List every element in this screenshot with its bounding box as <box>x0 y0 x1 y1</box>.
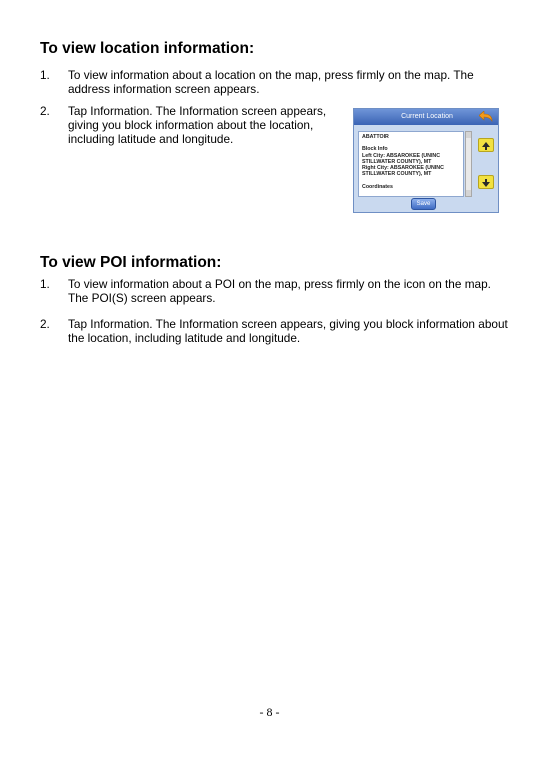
section-heading-poi: To view POI information: <box>40 254 222 271</box>
location-info-box <box>358 131 464 197</box>
info-line: STILLWATER COUNTY), MT <box>362 158 432 165</box>
current-location-screenshot <box>353 108 499 213</box>
info-line: STILLWATER COUNTY), MT <box>362 171 432 178</box>
save-button: Save <box>411 198 436 210</box>
down-arrow-icon <box>478 175 494 189</box>
item-number: 1. <box>40 277 50 291</box>
info-line: Left City: ABSAROKEE (UNINC <box>362 152 441 159</box>
item-text: Tap Information. The Information screen appears, giving you block information about the location, including latitude and longitude. <box>68 317 508 345</box>
scroll-down-arrow-icon <box>466 190 471 196</box>
item-number: 2. <box>40 104 50 118</box>
info-line: Block Info <box>362 146 388 153</box>
item-text: Tap Information. The Information screen appears, giving you block information about the location, including latitude and longitude. <box>68 104 327 146</box>
scroll-up-arrow-icon <box>466 132 471 138</box>
back-arrow-icon <box>479 111 493 122</box>
section-heading-location: To view location information: <box>40 40 255 57</box>
info-line: Coordinates <box>362 183 393 190</box>
scrollbar <box>465 131 472 197</box>
item-number: 1. <box>40 68 50 82</box>
item-number: 2. <box>40 317 50 331</box>
item-text: To view information about a POI on the map, press firmly on the icon on the map. The POI(S) screen appears. <box>68 277 491 305</box>
info-line: ABATTOIR <box>362 134 389 140</box>
info-line: Right City: ABSAROKEE (UNINC <box>362 165 444 172</box>
screen-title: Current Location <box>354 109 499 125</box>
up-arrow-icon <box>478 138 494 152</box>
page-number: - 8 - <box>259 705 280 719</box>
item-text: To view information about a location on the map, press firmly on the map. The address information screen appears. <box>68 68 474 96</box>
